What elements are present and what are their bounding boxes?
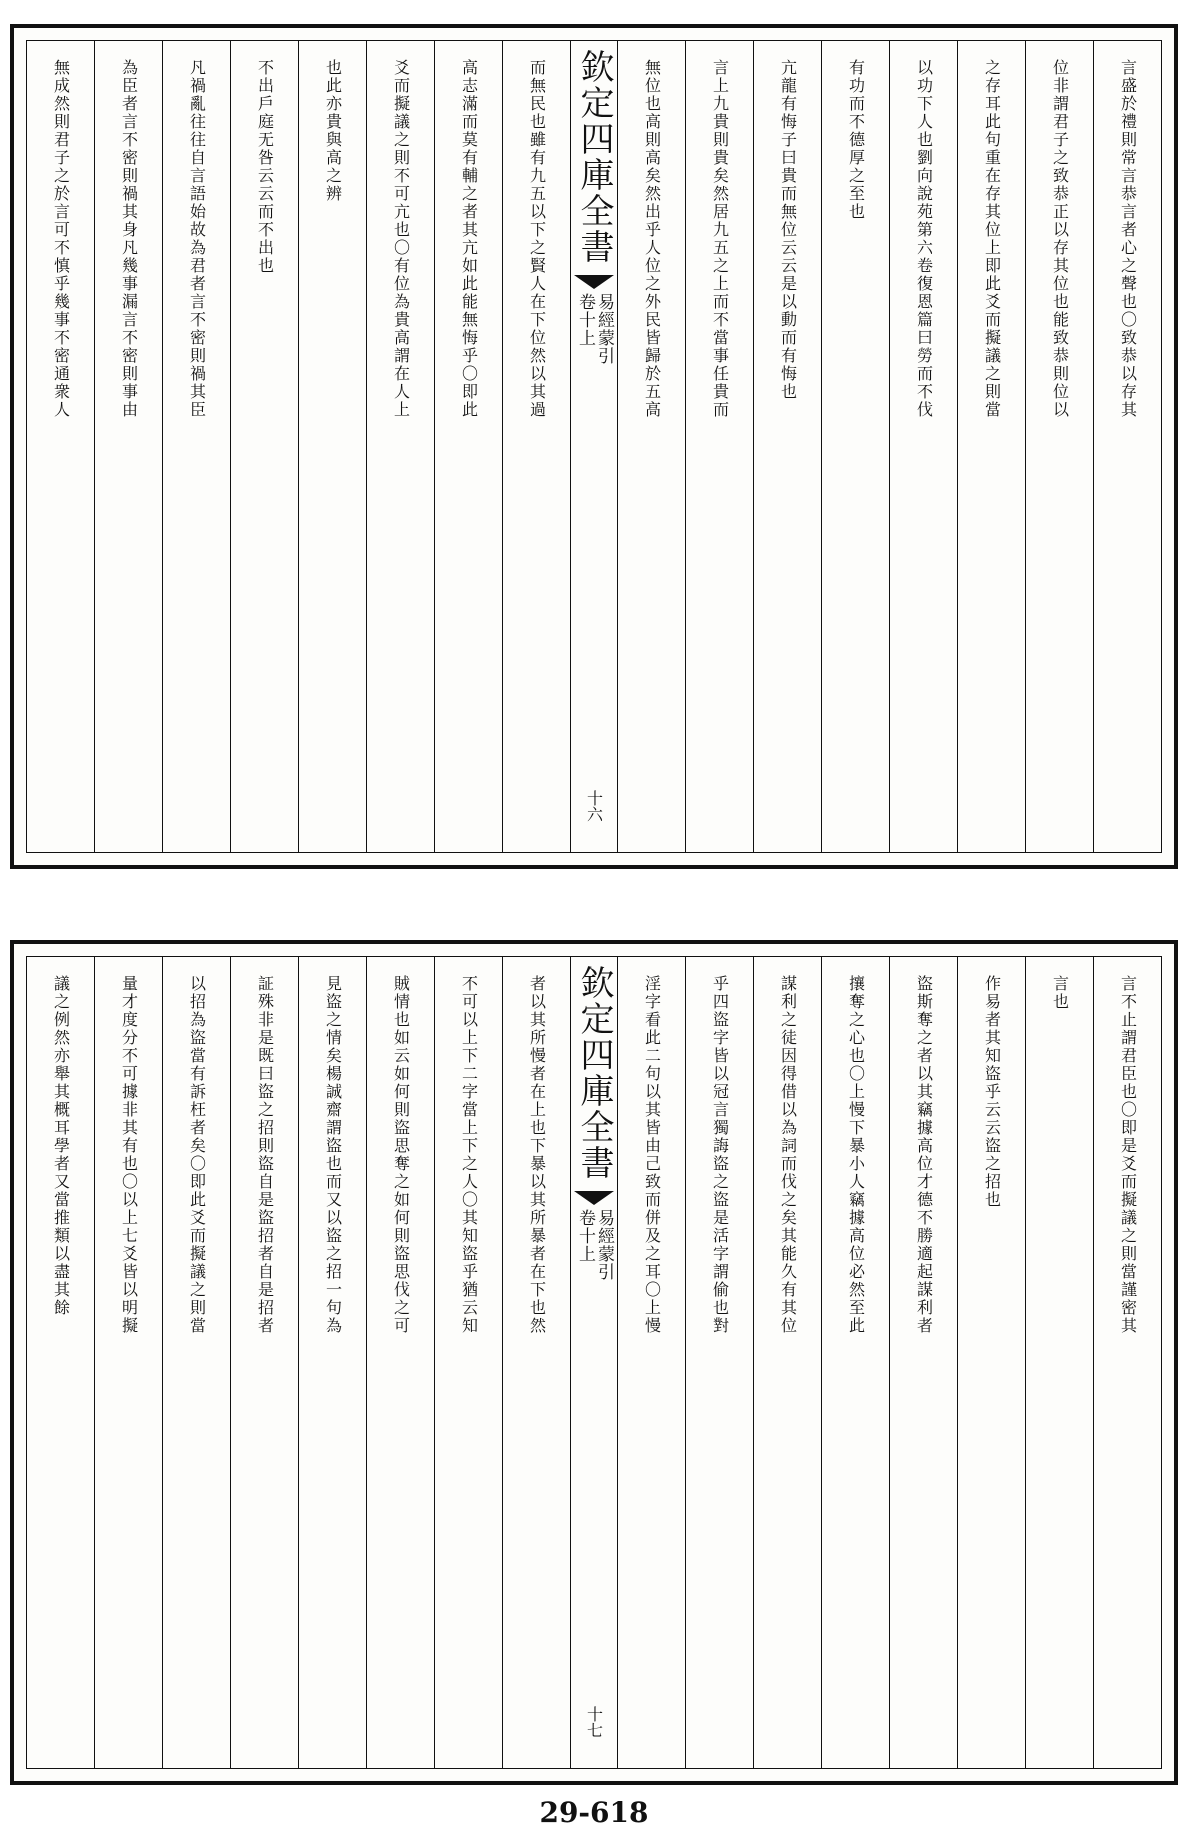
- text-column: 議之例然亦舉其概耳學者又當推類以盡其餘: [51, 975, 71, 1317]
- page-number-footer: 29-618: [539, 1796, 649, 1829]
- text-column: 亢龍有悔子曰貴而無位云云是以動而有悔也: [753, 41, 821, 852]
- text-column: 言不止謂君臣也〇即是爻而擬議之則當謹密其: [1093, 957, 1161, 1768]
- gutter-book-title: 易經蒙引: [594, 293, 614, 365]
- text-column: 量才度分不可據非其有也〇以上七爻皆以明擬: [94, 957, 162, 1768]
- gutter-subtitle: [576, 1209, 612, 1281]
- gutter-leaf-number: 十六: [584, 790, 604, 822]
- gutter-title: 欽定四庫全書: [574, 49, 614, 265]
- text-column: 以招為盜當有訴枉者矣〇即此爻而擬議之則當: [162, 957, 230, 1768]
- text-column: 高志滿而莫有輔之者其亢如此能無悔乎〇即此: [434, 41, 502, 852]
- text-column: 淫字看此二句以其皆由己致而併及之耳〇上慢: [617, 957, 685, 1768]
- text-column: 之存耳此句重在存其位上即此爻而擬議之則當: [957, 41, 1025, 852]
- bottom-page: [10, 940, 1178, 1785]
- text-column: 也此亦貴與高之辨: [298, 41, 366, 852]
- text-column: 無位也高則高矣然出乎人位之外民皆歸於五高: [617, 41, 685, 852]
- text-column: 作易者其知盜乎云云盜之招也: [957, 957, 1025, 1768]
- text-column: 不可以上下二字當上下之人〇其知盜乎猶云知: [434, 957, 502, 1768]
- gutter-subtitle: [576, 293, 612, 365]
- page-gutter: [570, 957, 617, 1768]
- text-column: 言上九貴則貴矣然居九五之上而不當事任貴而: [685, 41, 753, 852]
- text-column: 見盜之情矣楊誠齋謂盜也而又以盜之招一句為: [298, 957, 366, 1768]
- text-column: 以功下人也劉向說苑第六卷復恩篇曰勞而不伐: [889, 41, 957, 852]
- text-column: 凡禍亂往往自言語始故為君者言不密則禍其臣: [162, 41, 230, 852]
- text-column: 言也: [1025, 957, 1093, 1768]
- text-column: 攘奪之心也〇上慢下暴小人竊據高位必然至此: [821, 957, 889, 1768]
- fish-tail-mark-icon: [574, 275, 614, 289]
- gutter-book-title: 易經蒙引: [594, 1209, 614, 1281]
- gutter-title: 欽定四庫全書: [574, 965, 614, 1181]
- text-column: 者以其所慢者在上也下暴以其所暴者在下也然: [502, 957, 570, 1768]
- top-page-text-block: [26, 40, 1162, 853]
- fish-tail-mark-icon: [574, 1191, 614, 1205]
- text-column: 無成然則君子之於言可不慎乎幾事不密通衆人: [51, 59, 71, 419]
- text-column: 謀利之徒因得借以為詞而伐之矣其能久有其位: [753, 957, 821, 1768]
- text-column: 証殊非是既曰盜之招則盜自是盜招者自是招者: [230, 957, 298, 1768]
- page-gutter: [570, 41, 617, 852]
- text-column: 盜斯奪之者以其竊據高位才德不勝適起謀利者: [889, 957, 957, 1768]
- text-column: 位非謂君子之致恭正以存其位也能致恭則位以: [1025, 41, 1093, 852]
- top-page: [10, 24, 1178, 869]
- text-column: 而無民也雖有九五以下之賢人在下位然以其過: [502, 41, 570, 852]
- gutter-leaf-number: 十七: [584, 1706, 604, 1738]
- text-column: 賊情也如云如何則盜思奪之如何則盜思伐之可: [366, 957, 434, 1768]
- gutter-volume: 卷十上: [575, 293, 595, 347]
- text-column: 不出戶庭无咎云云而不出也: [230, 41, 298, 852]
- text-column: 言盛於禮則常言恭言者心之聲也〇致恭以存其: [1093, 41, 1161, 852]
- gutter-volume: 卷十上: [575, 1209, 595, 1263]
- text-column: 為臣者言不密則禍其身凡幾事漏言不密則事由: [94, 41, 162, 852]
- text-column: 乎四盜字皆以冠言獨誨盜之盜是活字謂偷也對: [685, 957, 753, 1768]
- bottom-page-text-block: [26, 956, 1162, 1769]
- text-column: 有功而不德厚之至也: [821, 41, 889, 852]
- text-column: 爻而擬議之則不可亢也〇有位為貴高謂在人上: [366, 41, 434, 852]
